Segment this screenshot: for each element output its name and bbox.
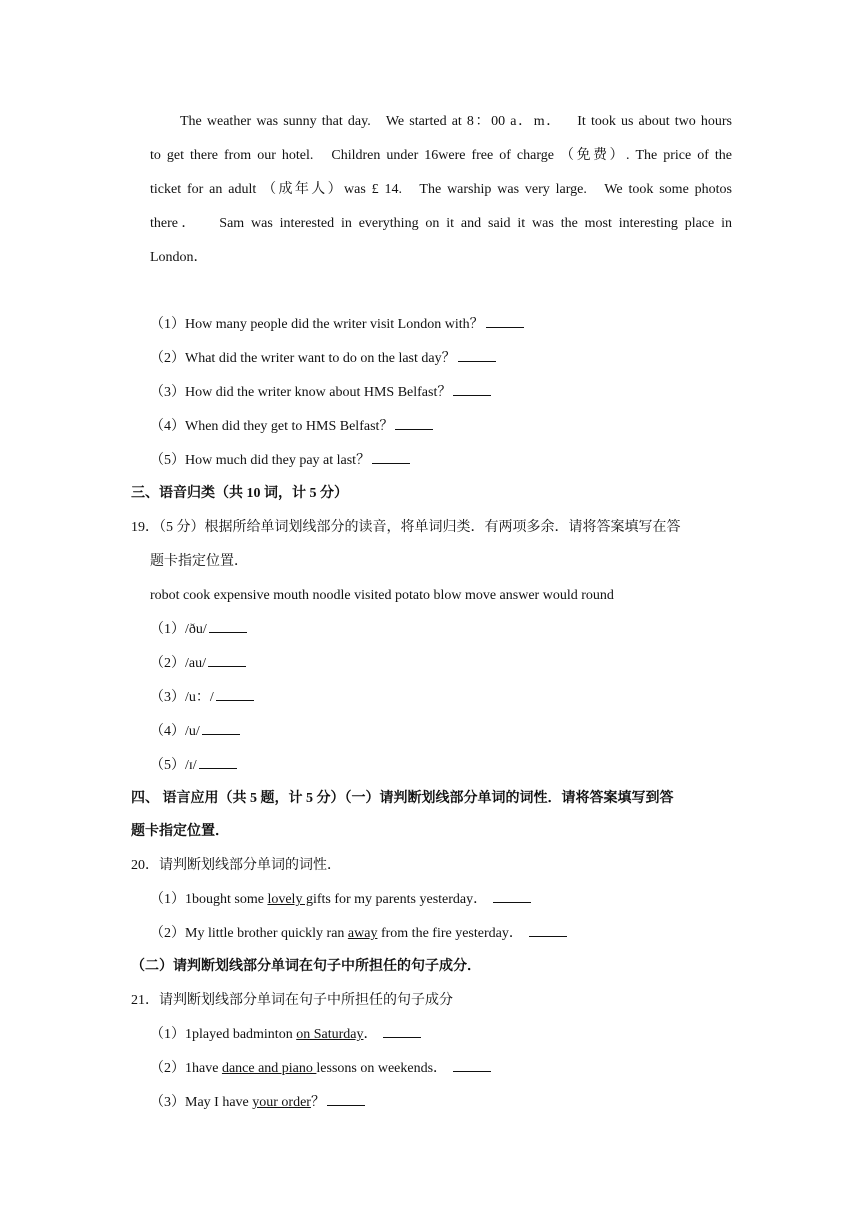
passage-line-5: London． [150, 250, 208, 265]
q21-item-1 [150, 1025, 421, 1045]
q18-item-5-text: （5）How much did they pay at last？ [150, 453, 371, 468]
q19-item-1 [150, 620, 247, 640]
passage-line-3: ticket for an adult （成年人）was £ 14. The warship was very large. We took some photos [150, 182, 732, 197]
q21-item-2 [150, 1059, 491, 1079]
underlined-phrase: dance and piano [221, 1061, 317, 1076]
q18-item-4-text: （4）When did they get to HMS Belfast？ [150, 419, 394, 434]
answer-blank[interactable] [199, 756, 237, 769]
q19-item-4 [150, 722, 240, 742]
underlined-word: lovely g [267, 892, 313, 907]
q20-item-1-pre: （1）1bought some [150, 892, 268, 907]
q19-item-1-text: （1）/ðu/ [150, 622, 207, 637]
answer-blank[interactable] [395, 417, 433, 430]
answer-blank[interactable] [486, 315, 524, 328]
subsection-2-heading: （二）请判断划线部分单词在句子中所担任的句子成分． [131, 959, 481, 974]
q20-item-1-post: ifts for my parents yesterday． [312, 892, 488, 907]
q21-stem: 21．请判断划线部分单词在句子中所担任的句子成分 [131, 993, 453, 1008]
answer-blank[interactable] [458, 349, 496, 362]
q19-stem-line-2: 题卡指定位置． [150, 554, 248, 569]
q21-item-1-pre: （1）1played badminton [150, 1027, 297, 1042]
underlined-word: away [347, 926, 378, 941]
answer-blank[interactable] [327, 1093, 365, 1106]
q19-item-5-text: （5）/ɪ/ [150, 758, 197, 773]
underlined-phrase: on Saturday [296, 1027, 364, 1042]
answer-blank[interactable] [383, 1025, 421, 1038]
q20-item-2-pre: （2）My little brother quickly ran [150, 926, 348, 941]
q19-item-3 [150, 688, 254, 708]
q20-stem: 20．请判断划线部分单词的词性． [131, 858, 341, 873]
q18-item-1-text: （1）How many people did the writer visit London with？ [150, 317, 484, 332]
passage-line-1: The weather was sunny that day. We started at 8：00 a．m． It took us about two hours [180, 114, 732, 129]
q19-word-list: robot cook expensive mouth noodle visited potato blow move answer would round [150, 588, 614, 603]
answer-blank[interactable] [453, 1059, 491, 1072]
answer-blank[interactable] [453, 383, 491, 396]
q20-item-2 [150, 924, 567, 944]
q18-item-3-text: （3）How did the writer know about HMS Belfast？ [150, 385, 452, 400]
q19-item-3-text: （3）/u：/ [150, 690, 214, 705]
q21-item-2-pre: （2）1have [150, 1061, 222, 1076]
section-4-heading-line-1: 四、 语言应用（共 5 题，计 5 分）（一）请判断划线部分单词的词性．请将答案填写到答 [131, 791, 674, 806]
passage-line-2: to get there from our hotel. Children under 16were free of charge （免费）. The price of the [150, 148, 732, 163]
q19-item-5 [150, 756, 237, 776]
answer-blank[interactable] [202, 722, 240, 735]
q21-item-1-post: ． [363, 1027, 378, 1042]
q19-stem-line-1: 19．（5 分）根据所给单词划线部分的读音，将单词归类．有两项多余．请将答案填写在答 [131, 520, 681, 535]
answer-blank[interactable] [372, 451, 410, 464]
q21-item-3 [150, 1093, 365, 1113]
underlined-phrase: your order [252, 1095, 311, 1110]
section-3-heading: 三、语音归类（共 10 词，计 5 分） [131, 486, 348, 501]
q20-item-1 [150, 890, 531, 910]
answer-blank[interactable] [208, 654, 246, 667]
q21-item-3-pre: （3）May I have [150, 1095, 253, 1110]
q18-item-3 [150, 383, 491, 403]
q18-item-4 [150, 417, 433, 437]
q18-item-2-text: （2）What did the writer want to do on the last day？ [150, 351, 456, 366]
q19-item-2 [150, 654, 246, 674]
passage-line-4: there． Sam was interested in everything on it and said it was the most interesting place in [150, 216, 732, 231]
q20-item-2-post: from the fire yesterday． [377, 926, 523, 941]
q19-item-2-text: （2）/au/ [150, 656, 206, 671]
answer-blank[interactable] [216, 688, 254, 701]
q18-item-5 [150, 451, 410, 471]
answer-blank[interactable] [493, 890, 531, 903]
answer-blank[interactable] [209, 620, 247, 633]
answer-blank[interactable] [529, 924, 567, 937]
q18-item-2 [150, 349, 496, 369]
q21-item-2-post: lessons on weekends． [316, 1061, 448, 1076]
q18-item-1 [150, 315, 524, 335]
q19-item-4-text: （4）/u/ [150, 724, 200, 739]
q21-item-3-post: ？ [310, 1095, 325, 1110]
section-4-heading-line-2: 题卡指定位置． [131, 824, 229, 839]
